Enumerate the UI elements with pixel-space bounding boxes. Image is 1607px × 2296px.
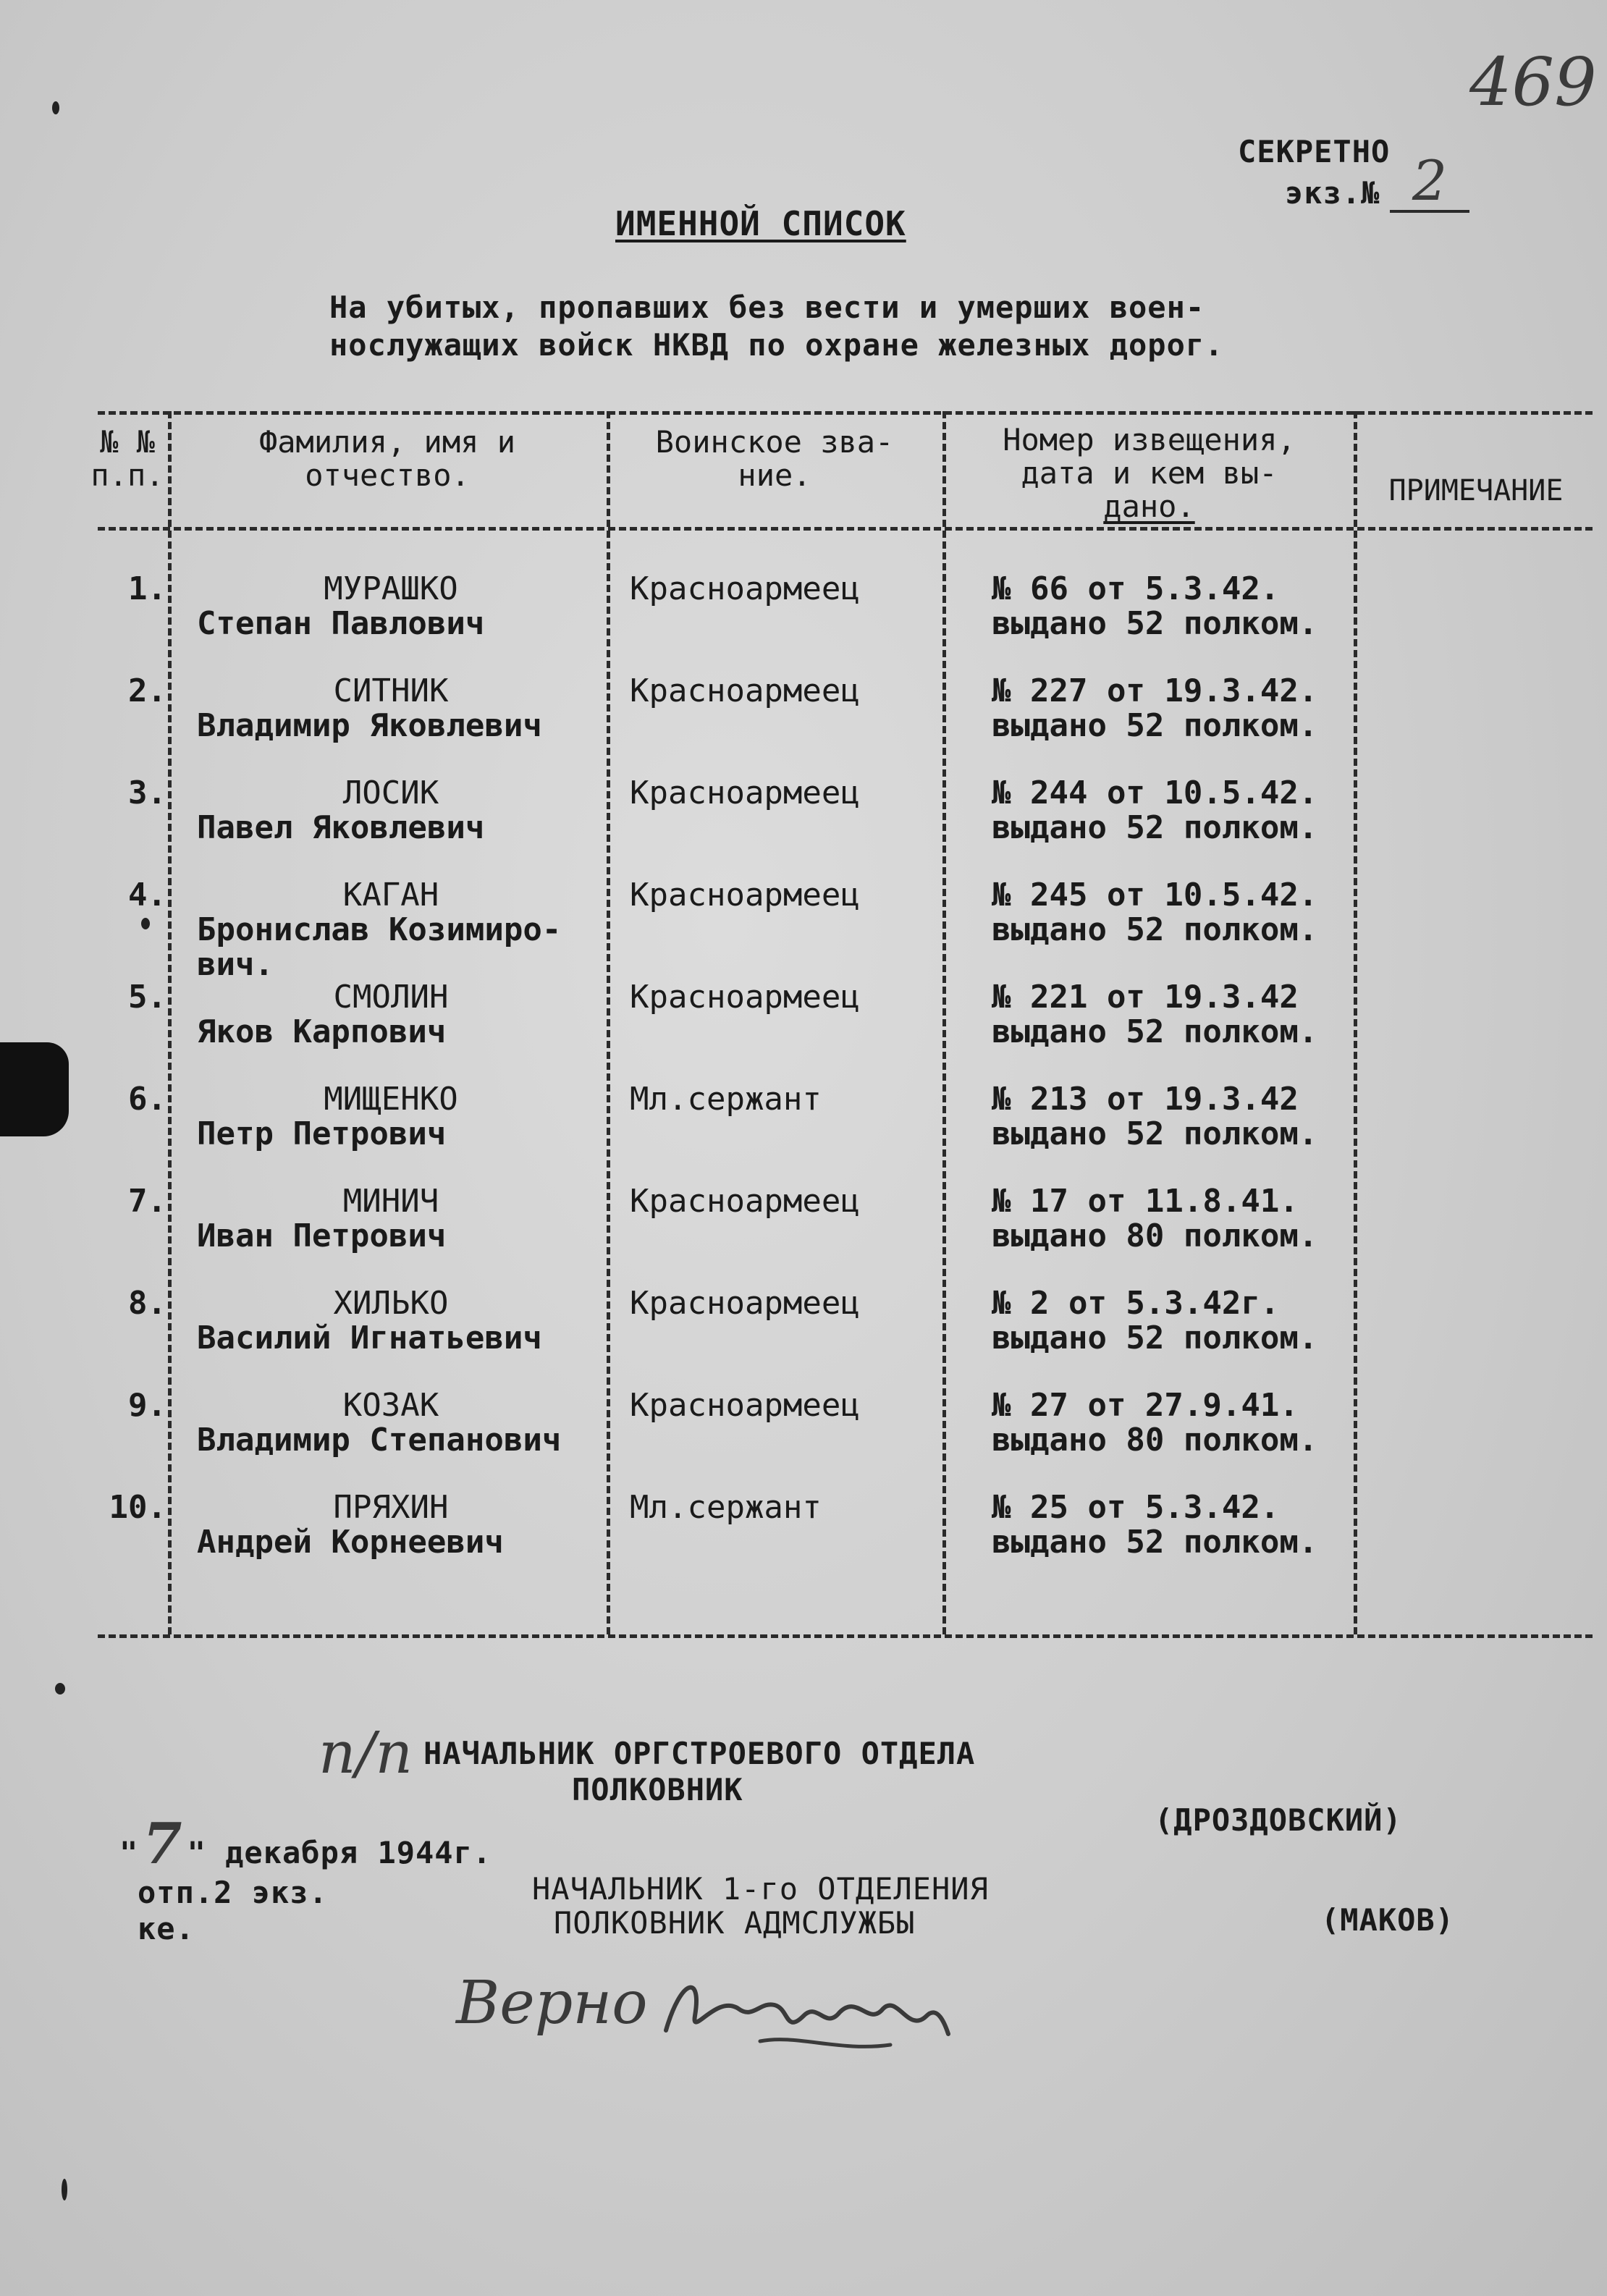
row-notice-line: выдано 52 полком. <box>992 707 1318 744</box>
copy-label: экз.№ <box>1285 175 1380 211</box>
subtitle-line-1: На убитых, пропавших без вести и умерших воен- <box>329 290 1205 325</box>
row-notice-line: № 227 от 19.3.42. <box>992 672 1318 709</box>
row-given-name: Владимир Степанович <box>197 1422 562 1459</box>
verified-note: Верно <box>456 1969 648 2038</box>
row-notice-line: № 213 от 19.3.42 <box>992 1081 1299 1118</box>
row-number: 7. <box>128 1183 166 1220</box>
row-given-name: Иван Петрович <box>197 1217 447 1254</box>
row-number: 5. <box>128 979 166 1016</box>
row-notice-line: выдано 52 полком. <box>992 605 1318 642</box>
row-surname: МИНИЧ <box>342 1183 439 1220</box>
table-bottom-border <box>98 1634 1593 1638</box>
row-rank: Красноармеец <box>630 672 860 709</box>
row-given-name: Бронислав Козимиро- <box>197 911 562 948</box>
row-given-name: Владимир Яковлевич <box>197 707 542 744</box>
date-line <box>119 1811 492 1877</box>
row-notice-line: № 66 от 5.3.42. <box>992 570 1280 607</box>
classification-label: СЕКРЕТНО <box>1238 134 1391 169</box>
subtitle-line-2: нослужащих войск НКВД по охране железных дорог. <box>329 327 1224 363</box>
row-rank: Красноармеец <box>630 570 860 607</box>
header-divider <box>98 527 1593 531</box>
dept-title: НАЧАЛЬНИК 1-го ОТДЕЛЕНИЯ <box>532 1871 989 1907</box>
row-given-name: Петр Петрович <box>197 1115 447 1152</box>
row-number: 4. <box>128 877 166 913</box>
chief-rank: ПОЛКОВНИК <box>572 1772 743 1807</box>
header-number <box>87 426 168 492</box>
row-number: 2. <box>128 672 166 709</box>
date-rest: " декабря 1944г. <box>187 1835 492 1870</box>
row-surname: СМОЛИН <box>333 979 449 1016</box>
row-notice-line: выдано 80 полком. <box>992 1217 1318 1254</box>
row-rank: Мл.сержант <box>630 1489 822 1526</box>
row-notice-line: № 2 от 5.3.42г. <box>992 1285 1280 1322</box>
header-notice-line: дано. <box>1103 489 1195 524</box>
header-notice-line: Номер извещения, <box>1003 422 1296 457</box>
row-notice-line: № 25 от 5.3.42. <box>992 1489 1280 1526</box>
initials-mark: п/п <box>319 1719 413 1786</box>
col-divider <box>168 411 172 1634</box>
copies-line-2: ке. <box>138 1911 195 1946</box>
chief-title: НАЧАЛЬНИК ОРГСТРОЕВОГО ОТДЕЛА <box>423 1736 976 1771</box>
copy-number: 2 <box>1390 152 1469 213</box>
row-rank: Красноармеец <box>630 1387 860 1424</box>
row-number: 3. <box>128 775 166 811</box>
row-number: 1. <box>128 570 166 607</box>
row-notice-line: № 244 от 10.5.42. <box>992 775 1318 811</box>
row-surname: КОЗАК <box>342 1387 439 1424</box>
row-given-name: Павел Яковлевич <box>197 809 485 846</box>
row-notice-line: выдано 52 полком. <box>992 1524 1318 1561</box>
header-number-line: № № <box>100 424 155 460</box>
row-rank: Красноармеец <box>630 979 860 1016</box>
row-rank: Красноармеец <box>630 775 860 811</box>
row-notice-line: выдано 52 полком. <box>992 1115 1318 1152</box>
header-remark: ПРИМЕЧАНИЕ <box>1388 474 1564 507</box>
row-notice-line: выдано 52 полком. <box>992 809 1318 846</box>
col-divider <box>942 411 946 1634</box>
row-notice-line: выдано 52 полком. <box>992 1013 1318 1050</box>
row-number: 10. <box>109 1489 166 1526</box>
row-notice-line: № 17 от 11.8.41. <box>992 1183 1299 1220</box>
row-given-name: Андрей Корнеевич <box>197 1524 504 1561</box>
signature-scrawl <box>651 1965 956 2059</box>
header-name <box>174 426 601 492</box>
row-rank: Красноармеец <box>630 1285 860 1322</box>
row-given-name: вич. <box>197 946 274 983</box>
header-notice-line: дата и кем вы- <box>1021 455 1278 491</box>
dept-rank: ПОЛКОВНИК АДМСЛУЖБЫ <box>554 1905 916 1941</box>
row-surname: ХИЛЬКО <box>333 1285 449 1322</box>
header-notice <box>948 423 1350 523</box>
row-surname: ПРЯХИН <box>333 1489 449 1526</box>
row-surname: МУРАШКО <box>324 570 458 607</box>
col-divider <box>607 411 610 1634</box>
row-notice-line: № 221 от 19.3.42 <box>992 979 1299 1016</box>
document-title: ИМЕННОЙ СПИСОК <box>615 204 906 243</box>
header-number-line: п.п. <box>90 457 164 493</box>
header-rank-line: Воинское зва- <box>655 424 894 460</box>
archive-number: 469 <box>1469 43 1597 121</box>
table-top-border <box>98 411 1593 415</box>
header-rank <box>612 426 937 492</box>
speck <box>141 918 150 929</box>
row-notice-line: выдано 80 полком. <box>992 1422 1318 1459</box>
row-rank: Мл.сержант <box>630 1081 822 1118</box>
row-given-name: Василий Игнатьевич <box>197 1320 542 1356</box>
copies-line-1: отп.2 экз. <box>138 1875 328 1910</box>
row-number: 9. <box>128 1387 166 1424</box>
row-notice-line: выдано 52 полком. <box>992 1320 1318 1356</box>
row-rank: Красноармеец <box>630 877 860 913</box>
row-surname: МИЩЕНКО <box>324 1081 458 1118</box>
row-given-name: Степан Павлович <box>197 605 485 642</box>
row-number: 6. <box>128 1081 166 1118</box>
header-name-line: отчество. <box>305 457 470 493</box>
ink-blot <box>0 1042 69 1136</box>
row-number: 8. <box>128 1285 166 1322</box>
row-notice-line: выдано 52 полком. <box>992 911 1318 948</box>
row-surname: КАГАН <box>342 877 439 913</box>
chief-name: (ДРОЗДОВСКИЙ) <box>1155 1802 1402 1838</box>
date-day: 7 <box>143 1811 183 1877</box>
header-name-line: Фамилия, имя и <box>258 424 515 460</box>
row-notice-line: № 245 от 10.5.42. <box>992 877 1318 913</box>
dept-name: (МАКОВ) <box>1321 1902 1455 1938</box>
date-open-quote: " <box>119 1835 139 1870</box>
row-given-name: Яков Карпович <box>197 1013 447 1050</box>
row-rank: Красноармеец <box>630 1183 860 1220</box>
col-divider <box>1354 411 1357 1634</box>
speck <box>62 2179 67 2200</box>
speck <box>55 1683 65 1694</box>
row-notice-line: № 27 от 27.9.41. <box>992 1387 1299 1424</box>
header-rank-line: ние. <box>738 457 811 493</box>
row-surname: СИТНИК <box>333 672 449 709</box>
speck <box>52 101 59 114</box>
row-surname: ЛОСИК <box>342 775 439 811</box>
